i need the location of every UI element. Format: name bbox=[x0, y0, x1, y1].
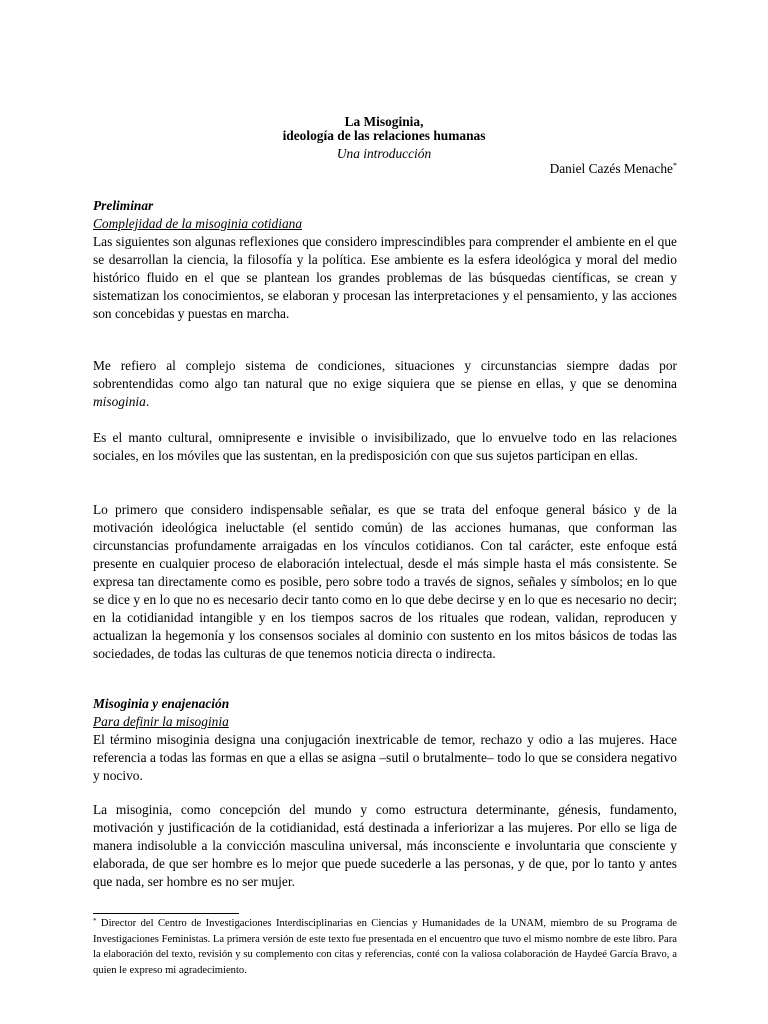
section-subheading-complejidad: Complejidad de la misoginia cotidiana bbox=[93, 216, 303, 231]
author-footnote-mark: * bbox=[673, 161, 677, 170]
footnote bbox=[93, 916, 677, 978]
paragraph-2-text: Me refiero al complejo sistema de condiciones, situaciones y circunstancias siempre dadas por sobrentendidas como algo tan natural que no exige siquiera que se piense en ellas, y que se denomina bbox=[93, 358, 677, 391]
paragraph-2-end: . bbox=[145, 394, 150, 409]
footnote-text: Director del Centro de Investigaciones Interdisciplinarias en Ciencias y Humanidades de la UNAM, miembro de su Programa de Investigaciones Feministas. La primera versión de este texto fue presentada en el encuentro que tuvo el mismo nombre de este libro. Para la elaboración del texto, revisión y su complemento con citas y referencias, conté con la valiosa colaboración de Haydeé García Bravo, a quien le expreso mi agradecimiento. bbox=[93, 918, 677, 976]
footnote-mark: * bbox=[93, 917, 97, 925]
section-heading-misoginia: Misoginia y enajenación bbox=[93, 696, 230, 711]
title-line-1: La Misoginia, bbox=[344, 114, 424, 129]
paragraph-2-term: misoginia bbox=[93, 394, 146, 409]
subtitle: Una introducción bbox=[336, 146, 432, 161]
author-line bbox=[550, 160, 677, 178]
footnote-separator bbox=[93, 913, 239, 914]
title-line-2: ideología de las relaciones humanas bbox=[282, 128, 486, 143]
paragraph-1: Las siguientes son algunas reflexiones que considero imprescindibles para comprender el ambiente en el que se desarrollan la ciencia, la filosofía y la política. Ese ambiente es la esfera ideológica y moral del medio histórico fluido en el que se plantean los grandes problemas de las búsquedas científicas, se crean y sistematizan los conocimientos, se elaboran y procesan las interpretaciones y el pensamiento, y las acciones son concebidas y puestas en marcha. bbox=[93, 234, 677, 321]
paragraph-5: El término misoginia designa una conjugación inextricable de temor, rechazo y odio a las mujeres. Hace referencia a todas las formas en que a ellas se asigna –sutil o brutalmente– todo lo que se considera negativo y nocivo. bbox=[93, 732, 677, 783]
author-name: Daniel Cazés Menache bbox=[549, 161, 673, 176]
section-heading-preliminar: Preliminar bbox=[93, 198, 154, 213]
paragraph-2 bbox=[93, 357, 677, 411]
paragraph-3: Es el manto cultural, omnipresente e invisible o invisibilizado, que lo envuelve todo en las relaciones sociales, en los móviles que las sustentan, en la predisposición con que sus sujetos participan en ellas. bbox=[93, 430, 677, 463]
paragraph-4: Lo primero que considero indispensable señalar, es que se trata del enfoque general básico y de la motivación ideológica ineluctable (el sentido común) de las acciones humanas, que conforman las circunstancias profundamente arraigadas en los vínculos cotidianos. Con tal carácter, este enfoque está presente en cualquier proceso de elaboración intelectual, desde el más simple hasta el más consistente. Se expresa tan directamente como es posible, pero sobre todo a través de signos, señales y símbolos; en lo que se dice y en lo que no es necesario decir tanto como en lo que debe decirse y en lo que es necesario no decir; en la cotidianidad intangible y en los tiempos sacros de los rituales que rodean, validan, reproducen y actualizan la hegemonía y los consensos sociales al dominio con sustento en los mitos básicos de todas las sociedades, de todas las culturas de que tenemos noticia directa o indirecta. bbox=[93, 502, 677, 661]
paragraph-6: La misoginia, como concepción del mundo y como estructura determinante, génesis, fundamento, motivación y justificación de la cotidianidad, está destinada a inferiorizar a las mujeres. Por ello se liga de manera indisoluble a la convicción masculina universal, más inconsciente e involuntaria que consciente y elaborada, de que ser hombre es lo mejor que puede sucederle a las personas, y de que, por lo tanto y antes que nada, ser hombre es no ser mujer. bbox=[93, 802, 677, 889]
section-subheading-definir: Para definir la misoginia bbox=[93, 714, 229, 729]
